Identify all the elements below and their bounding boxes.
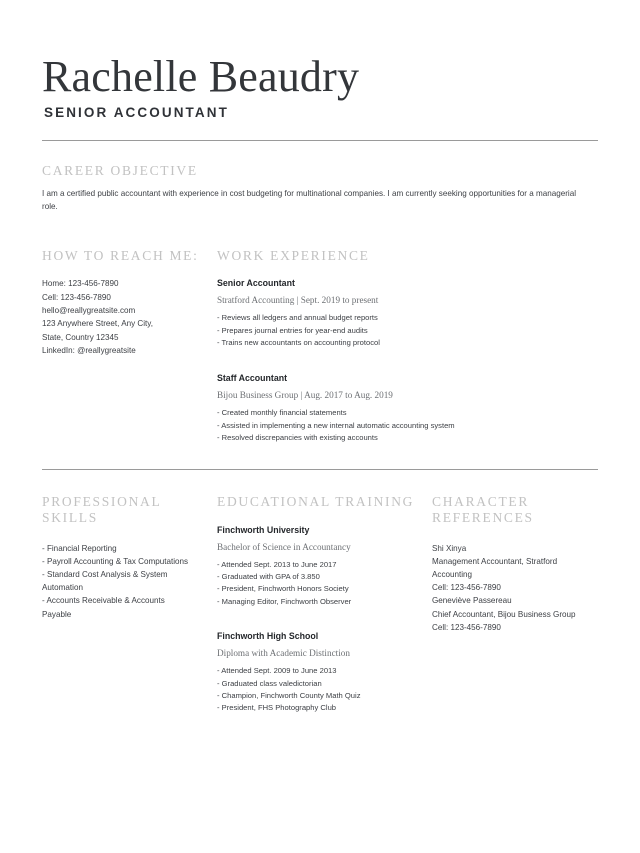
- section-divider: [42, 469, 598, 470]
- list-item: Cell: 123-456-7890: [42, 292, 111, 302]
- education-school: Finchworth University: [217, 524, 310, 535]
- education-heading: EDUCATIONAL TRAINING: [217, 493, 415, 509]
- job-company-dates: Stratford Accounting | Sept. 2019 to present: [217, 295, 379, 306]
- skills-column: [42, 494, 217, 715]
- list-item: Shi Xinya: [432, 543, 467, 553]
- education-entry: [217, 524, 432, 609]
- list-item: - Attended Sept. 2013 to June 2017: [217, 559, 337, 569]
- list-item: - Trains new accountants on accounting protocol: [217, 338, 380, 347]
- bottom-section: [42, 494, 598, 715]
- contact-column: [42, 248, 217, 444]
- list-item: - Accounts Receivable & Accounts Payable: [42, 596, 165, 619]
- education-school: Finchworth High School: [217, 631, 319, 642]
- education-bullet-list: [217, 559, 432, 609]
- list-item: State, Country 12345: [42, 332, 119, 342]
- list-item: - President, Finchworth Honors Society: [217, 584, 349, 594]
- list-item: Geneviève Passereau: [432, 596, 512, 606]
- list-item: Chief Accountant, Bijou Business Group: [432, 609, 576, 619]
- list-item: - Resolved discrepancies with existing accounts: [217, 433, 378, 443]
- list-item: - Reviews all ledgers and annual budget reports: [217, 313, 378, 323]
- career-objective-section: [42, 163, 598, 213]
- contact-heading: HOW TO REACH ME:: [42, 248, 199, 264]
- education-entry: [217, 630, 432, 715]
- job-role: Senior Accountant: [217, 278, 295, 289]
- education-bullet-list: [217, 665, 432, 715]
- career-objective-text: I am a certified public accountant with experience in cost budgeting for multinational companies. I am currently seeking opportunities for a managerial role.: [42, 189, 577, 211]
- work-experience-entry: [217, 277, 598, 349]
- list-item: - Prepares journal entries for year-end audits: [217, 325, 368, 335]
- work-experience-entry: [217, 372, 598, 444]
- list-item: Home: 123-456-7890: [42, 279, 119, 289]
- list-item: Cell: 123-456-7890: [432, 583, 501, 593]
- list-item: - Created monthly financial statements: [217, 408, 347, 418]
- list-item: - Champion, Finchworth County Math Quiz: [217, 691, 361, 701]
- references-list: [432, 542, 598, 634]
- list-item: - Assisted in implementing a new internal automatic accounting system: [217, 420, 455, 430]
- work-experience-column: [217, 248, 598, 444]
- contact-list: [42, 277, 217, 357]
- references-column: [432, 494, 598, 715]
- resume-header: [42, 0, 598, 121]
- list-item: - Attended Sept. 2009 to June 2013: [217, 666, 337, 676]
- list-item[interactable]: hello@reallygreatsite.com: [42, 306, 136, 315]
- list-item: - Payroll Accounting & Tax Computations: [42, 556, 189, 566]
- education-degree: Diploma with Academic Distinction: [217, 648, 350, 659]
- career-objective-heading: CAREER OBJECTIVE: [42, 163, 198, 178]
- education-degree: Bachelor of Science in Accountancy: [217, 541, 351, 552]
- education-list: [217, 524, 432, 715]
- work-experience-heading: WORK EXPERIENCE: [217, 248, 370, 264]
- skills-list: [42, 542, 217, 621]
- list-item: - President, FHS Photography Club: [217, 703, 337, 713]
- skills-heading: PROFESSIONAL SKILLS: [42, 493, 161, 525]
- list-item: 123 Anywhere Street, Any City,: [42, 319, 153, 329]
- references-heading: CHARACTER REFERENCES: [432, 493, 534, 525]
- list-item: - Graduated with GPA of 3.850: [217, 572, 320, 582]
- job-bullet-list: [217, 312, 598, 349]
- work-experience-list: [217, 277, 598, 444]
- list-item: Cell: 123-456-7890: [432, 622, 501, 632]
- job-bullet-list: [217, 407, 598, 444]
- header-job-title: SENIOR ACCOUNTANT: [44, 105, 229, 120]
- list-item: - Standard Cost Analysis & System Automation: [42, 570, 168, 593]
- list-item: - Graduated class valedictorian: [217, 678, 322, 688]
- education-column: [217, 494, 432, 715]
- mid-section: [42, 248, 598, 444]
- job-company-dates: Bijou Business Group | Aug. 2017 to Aug. 2019: [217, 390, 393, 401]
- header-divider: [42, 140, 598, 141]
- page-title: Rachelle Beaudry: [42, 52, 360, 101]
- list-item[interactable]: LinkedIn: @reallygreatsite: [42, 346, 136, 356]
- job-role: Staff Accountant: [217, 373, 288, 384]
- list-item: - Financial Reporting: [42, 543, 117, 553]
- list-item: Management Accountant, Stratford Accounting: [432, 556, 558, 580]
- list-item: - Managing Editor, Finchworth Observer: [217, 596, 352, 606]
